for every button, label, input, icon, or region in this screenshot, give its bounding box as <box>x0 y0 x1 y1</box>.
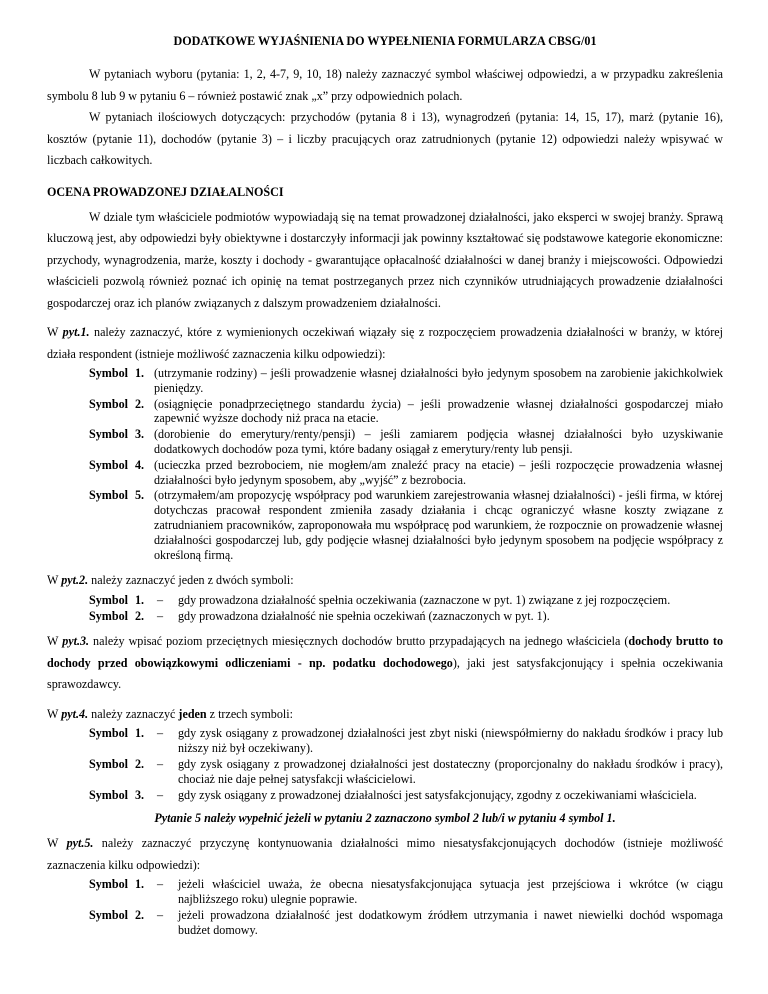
symbol-number: 1. <box>135 366 145 380</box>
section-heading: OCENA PROWADZONEJ DZIAŁALNOŚCI <box>47 184 284 199</box>
symbol-description: jeżeli właściciel uważa, że obecna niesatysfakcjonująca sytuacja jest przejściowa i wkrótce (w ciągu najbliższego roku) ulegnie poprawie. <box>178 877 723 907</box>
symbol-description: (ucieczka przed bezrobociem, nie mogłem/am znaleźć pracy na etacie) – jeśli rozpoczęcie prowadzenia własnej działalności było jedynym sposobem, aby „wyjść” z bezrobocia. <box>154 457 723 487</box>
q1-symbol-list <box>47 366 723 562</box>
w-word: W <box>47 325 59 339</box>
dash: – <box>157 726 164 741</box>
q2-intro-text: należy zaznaczyć jeden z dwóch symboli: <box>91 573 294 588</box>
list-item <box>47 726 723 756</box>
q5-label: pyt.5. <box>66 836 94 851</box>
symbol-number: 2. <box>135 757 145 772</box>
list-item <box>47 366 723 396</box>
symbol-label: Symbol <box>89 592 128 607</box>
symbol-description: gdy prowadzona działalność nie spełnia oczekiwań (zaznaczonych w pyt. 1). <box>178 608 550 623</box>
intro-paragraph-1: W pytaniach wyboru (pytania: 1, 2, 4-7, 9, 10, 18) należy zaznaczyć symbol właściwej odpowiedzi, a w przypadku zakreślenia symbolu 8 lub 9 w pytaniu 6 – również postawić znak „x” przy odpowiednich polach. <box>47 67 723 103</box>
list-item <box>47 877 723 907</box>
section-paragraph: W dziale tym właściciele podmiotów wypowiadają się na temat prowadzonej działalności, jako eksperci w swojej branży. Sprawą kluczową jest, aby odpowiedzi były obiektywne i dostarczyły informacji jak powinny kształtować się podstawowe kategorie ekonomiczne: przychody, wynagrodzenia, marże, koszty i dochody - gwarantujące opłacalność działalności w danej branży i miejscowości. Odpowiedzi właścicieli pozwolą również poznać ich opinię na temat postrzeganych przez nich czynników utrudniających prowadzenie działalności gospodarczej oraz ich planów związanych z dalszym prowadzeniem działalności. <box>47 209 723 310</box>
list-item <box>47 757 723 787</box>
q4-symbol-list <box>47 726 723 802</box>
w-word: W <box>47 573 59 588</box>
intro-paragraph-2: W pytaniach ilościowych dotyczących: przychodów (pytania 8 i 13), wynagrodzeń (pytania: 14, 15, 17), marż (pytanie 16), kosztów (pytanie 11), dochodów (pytanie 3) – i liczby pracujących oraz zatrudnionych (pytanie 12) odpowiedzi należy wpisywać w liczbach całkowitych. <box>47 110 723 167</box>
dash: – <box>157 877 164 892</box>
q1-intro-text: należy zaznaczyć, które z wymienionych oczekiwań wiązały się z rozpoczęciem prowadzenia działalności w branży, w której działa respondent (istnieje możliwość zaznaczenia kilku odpowiedzi): <box>47 325 723 361</box>
symbol-description: (otrzymałem/am propozycję współpracy pod warunkiem zarejestrowania własnej działalności) - jeśli firma, w której dotychczas pracował respondent zmieniła zasady działania i chcąc ograniczyć własne koszty związane z zatrudnianiem pracowników, zaproponowała mu współpracę pod warunkiem, że rozpocznie on prowadzenie własnej działalności gospodarczej lub, gdy podjęcie własnej działalności było jedynym sposobem na podjęcie współpracy z określoną firmą. <box>154 488 723 562</box>
symbol-number: 1. <box>135 877 145 892</box>
symbol-number: 4. <box>135 457 145 472</box>
dash: – <box>157 608 164 623</box>
symbol-description: (osiągnięcie ponadprzeciętnego standardu życia) – jeśli prowadzenie własnej działalności gospodarczej miało zapewnić wyższe dochody niż praca na etacie. <box>154 396 723 426</box>
q3-intro-bold: dochody brutto to dochody przed obowiązkowymi odliczeniami - np. podatku dochodowego <box>47 634 723 670</box>
q3-intro <box>47 631 723 696</box>
q5-symbol-list <box>47 877 723 937</box>
symbol-description: (dorobienie do emerytury/renty/pensji) – jeśli zamiarem podjęcia własnej działalności było uzyskiwanie dodatkowych dochodów poza tymi, które badany osiągał z emerytury/renty lub pensji. <box>154 427 723 456</box>
q4-intro-end: z trzech symboli: <box>209 706 293 721</box>
dash: – <box>157 592 164 607</box>
symbol-description: gdy prowadzona działalność spełnia oczekiwania (zaznaczone w pyt. 1) związane z jej rozpoczęciem. <box>178 592 671 607</box>
symbol-number: 2. <box>135 908 145 923</box>
symbol-label: Symbol <box>89 427 128 442</box>
symbol-description: gdy zysk osiągany z prowadzonej działalności jest zbyt niski (niewspółmierny do nakładu środków i pracy lub niższy niż był oczekiwany). <box>178 726 723 756</box>
w-word: W <box>47 836 59 851</box>
q5-intro <box>47 833 723 876</box>
q3-intro-end: ), jaki jest satysfakcjonujący i spełnia oczekiwania sprawozdawcy. <box>47 655 724 692</box>
symbol-number: 3. <box>135 427 145 442</box>
symbol-description: jeżeli prowadzona działalność jest dodatkowym źródłem utrzymania i nawet niewielki dochód wspomaga budżet domowy. <box>178 908 723 937</box>
q2-label: pyt.2. <box>61 573 89 588</box>
q4-label: pyt.4. <box>61 706 89 721</box>
symbol-label: Symbol <box>89 787 128 802</box>
symbol-number: 3. <box>135 787 145 802</box>
list-item <box>47 427 723 457</box>
q3-label: pyt.3. <box>62 634 90 649</box>
list-item <box>47 397 723 427</box>
q2-intro <box>47 570 723 592</box>
symbol-label: Symbol <box>89 457 128 472</box>
symbol-label: Symbol <box>89 488 128 503</box>
dash: – <box>157 908 164 923</box>
q4-intro-bold: jeden <box>178 706 207 721</box>
list-item <box>47 609 723 624</box>
list-item <box>47 788 723 803</box>
symbol-number: 1. <box>135 726 145 741</box>
symbol-label: Symbol <box>89 908 128 923</box>
q4-intro <box>47 704 723 726</box>
q2-symbol-list <box>47 593 723 624</box>
symbol-number: 5. <box>135 488 145 503</box>
dash: – <box>157 787 164 802</box>
symbol-label: Symbol <box>89 366 128 380</box>
symbol-description: gdy zysk osiągany z prowadzonej działalności jest satysfakcjonujący, zgodny z oczekiwaniami właściciela. <box>178 787 697 802</box>
symbol-description: (utrzymanie rodziny) – jeśli prowadzenie własnej działalności było jedynym sposobem na zarobienie jakichkolwiek pieniędzy. <box>154 366 723 395</box>
q5-intro-text: należy zaznaczyć przyczynę kontynuowania działalności mimo niesatysfakcjonujących dochodów (istnieje możliwość zaznaczenia kilku odpowiedzi): <box>47 836 723 872</box>
symbol-label: Symbol <box>89 877 128 892</box>
symbol-label: Symbol <box>89 726 128 741</box>
symbol-number: 2. <box>135 608 145 623</box>
q1-intro <box>47 322 723 365</box>
q3-intro-start: należy wpisać poziom przeciętnych miesięcznych dochodów brutto przypadających na jednego właściciela ( <box>93 634 629 649</box>
q1-label: pyt.1. <box>62 325 90 339</box>
q5-note: Pytanie 5 należy wypełnić jeżeli w pytaniu 2 zaznaczono symbol 2 lub/i w pytaniu 4 symbol 1. <box>154 811 616 826</box>
dash: – <box>157 757 164 772</box>
list-item <box>47 488 723 562</box>
w-word: W <box>47 706 59 721</box>
symbol-label: Symbol <box>89 396 128 411</box>
q4-intro-start: należy zaznaczyć <box>91 706 176 721</box>
symbol-label: Symbol <box>89 757 128 772</box>
symbol-number: 2. <box>135 396 145 411</box>
list-item <box>47 908 723 938</box>
page-title: DODATKOWE WYJAŚNIENIA DO WYPEŁNIENIA FORMULARZA CBSG/01 <box>173 34 597 48</box>
symbol-number: 1. <box>135 592 145 607</box>
list-item <box>47 458 723 488</box>
w-word: W <box>47 634 59 649</box>
symbol-label: Symbol <box>89 608 128 623</box>
list-item <box>47 593 723 608</box>
symbol-description: gdy zysk osiągany z prowadzonej działalności jest dostateczny (proporcjonalny do nakładu środków i pracy), chociaż nie daje pełnej satysfakcji właścicielowi. <box>178 757 723 786</box>
